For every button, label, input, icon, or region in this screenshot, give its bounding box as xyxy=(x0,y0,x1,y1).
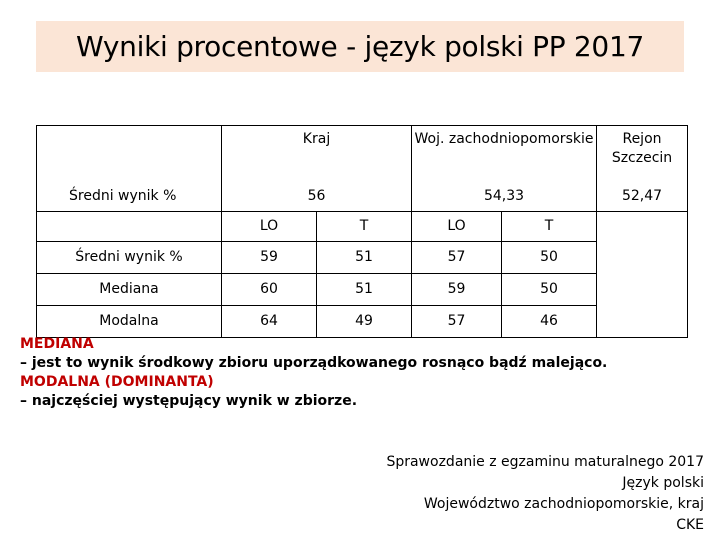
overall-woj: 54,33 xyxy=(412,182,597,212)
subheader-woj-t: T xyxy=(502,212,597,242)
table-header-row xyxy=(37,126,688,183)
empty-rejon-cell xyxy=(597,306,688,338)
table-cell: 50 xyxy=(502,242,597,274)
table-cell: 59 xyxy=(412,274,502,306)
source-line-3: Województwo zachodniopomorskie, kraj xyxy=(423,496,704,512)
header-kraj: Kraj xyxy=(222,126,412,183)
overall-rejon: 52,47 xyxy=(597,182,688,212)
results-table xyxy=(36,125,688,338)
title-banner xyxy=(36,21,684,72)
modalna-definition: – najczęściej występujący wynik w zbiorze. xyxy=(20,393,358,409)
table-cell: 57 xyxy=(412,242,502,274)
row-label: Mediana xyxy=(37,274,222,306)
subheader-kraj-t: T xyxy=(317,212,412,242)
header-woj: Woj. zachodniopomorskie xyxy=(412,126,597,183)
table-row xyxy=(37,242,688,274)
table-cell: 46 xyxy=(502,306,597,338)
source-citation xyxy=(304,452,704,536)
table-cell: 60 xyxy=(222,274,317,306)
table-cell: 57 xyxy=(412,306,502,338)
subheader-row xyxy=(37,212,688,242)
overall-label: Średni wynik % xyxy=(37,182,222,212)
page-title: Wyniki procentowe - język polski PP 2017 xyxy=(76,30,644,63)
table-cell: 51 xyxy=(317,274,412,306)
table-cell: 49 xyxy=(317,306,412,338)
subheader-woj-lo: LO xyxy=(412,212,502,242)
empty-corner-cell xyxy=(37,126,222,183)
header-rejon: Rejon Szczecin xyxy=(597,126,688,183)
subheader-kraj-lo: LO xyxy=(222,212,317,242)
row-label: Średni wynik % xyxy=(37,242,222,274)
definitions-notes xyxy=(20,335,660,411)
source-line-2: Język polski xyxy=(622,475,704,491)
overall-kraj: 56 xyxy=(222,182,412,212)
empty-rejon-cell xyxy=(597,274,688,306)
source-line-4: CKE xyxy=(676,517,704,533)
table-cell: 51 xyxy=(317,242,412,274)
table-row xyxy=(37,306,688,338)
overall-average-row xyxy=(37,182,688,212)
table-cell: 64 xyxy=(222,306,317,338)
table-cell: 50 xyxy=(502,274,597,306)
row-label: Modalna xyxy=(37,306,222,338)
modalna-term: MODALNA (DOMINANTA) xyxy=(20,374,214,390)
empty-label-cell xyxy=(37,212,222,242)
table-row xyxy=(37,274,688,306)
source-line-1: Sprawozdanie z egzaminu maturalnego 2017 xyxy=(386,454,704,470)
empty-rejon-cell xyxy=(597,242,688,274)
mediana-definition: – jest to wynik środkowy zbioru uporządkowanego rosnąco bądź malejąco. xyxy=(20,355,608,371)
empty-rejon-cell xyxy=(597,212,688,242)
mediana-term: MEDIANA xyxy=(20,336,94,352)
table-cell: 59 xyxy=(222,242,317,274)
